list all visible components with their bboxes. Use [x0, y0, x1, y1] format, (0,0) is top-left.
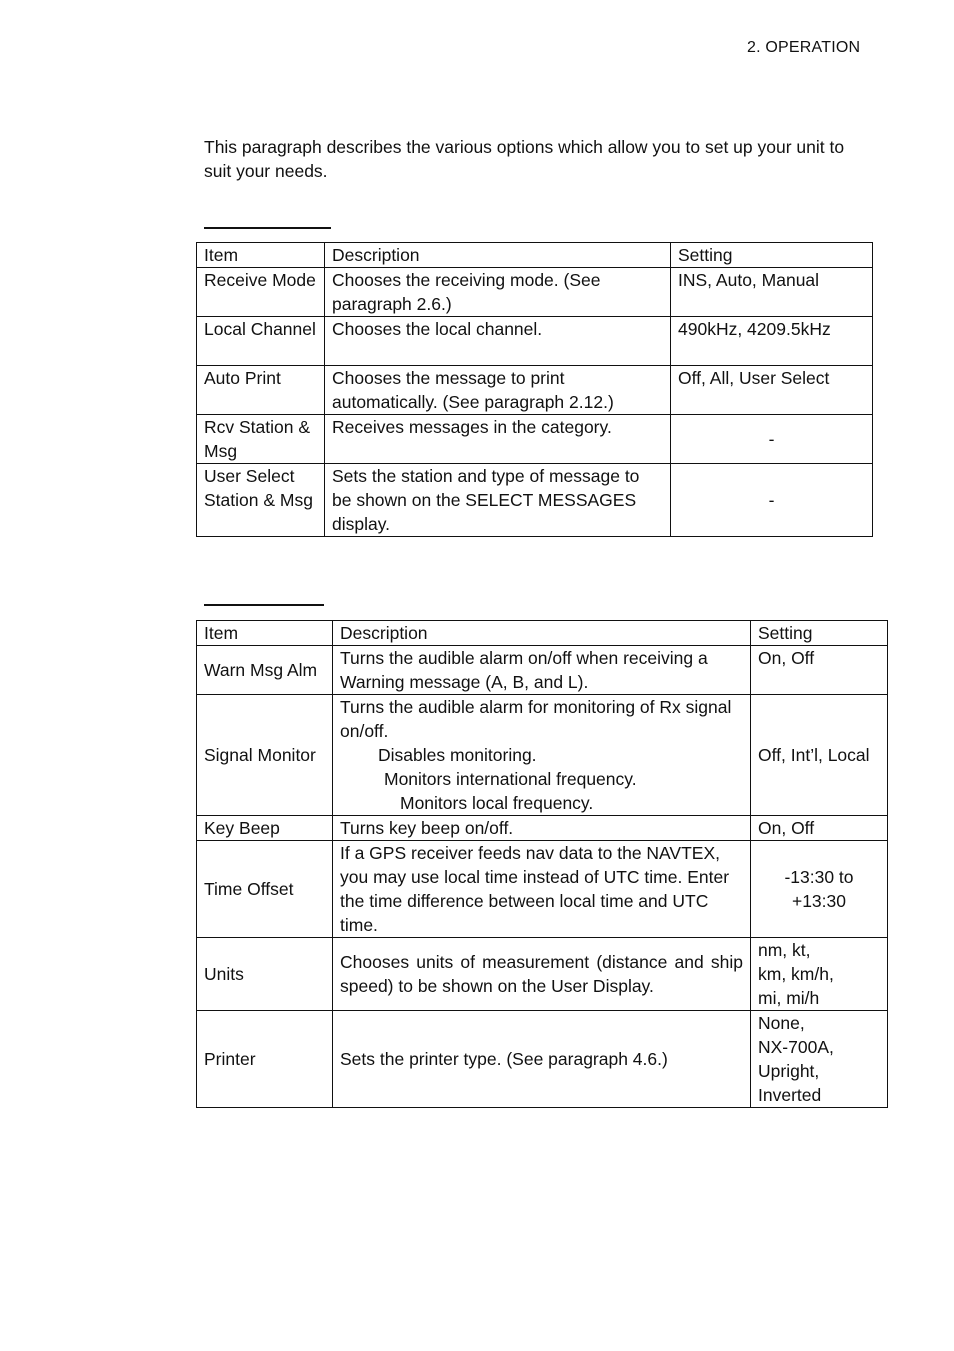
description-option-off: Disables monitoring. — [378, 745, 537, 765]
setting-line: NX-700A, — [758, 1037, 834, 1057]
setting-line: None, — [758, 1013, 805, 1033]
table-header-row — [197, 243, 873, 268]
table-row — [197, 841, 888, 938]
cell-item: Auto Print — [197, 366, 325, 415]
cell-setting: 490kHz, 4209.5kHz — [671, 317, 873, 366]
table-row — [197, 366, 873, 415]
cell-setting: - — [671, 415, 873, 464]
cell-description: Chooses the receiving mode. (See paragraph 2.6.) — [325, 268, 671, 317]
setup-table-2 — [196, 620, 888, 1108]
description-main: Turns the audible alarm for monitoring of Rx signal on/off. — [340, 697, 732, 741]
cell-description: Sets the station and type of message to be shown on the SELECT MESSAGES display. — [325, 464, 671, 537]
cell-description: Receives messages in the category. — [325, 415, 671, 464]
header-setting: Setting — [671, 243, 873, 268]
intro-paragraph: This paragraph describes the various options which allow you to set up your unit to suit your needs. — [204, 137, 845, 181]
header-setting: Setting — [751, 621, 888, 646]
header-item: Item — [197, 621, 333, 646]
cell-item: Warn Msg Alm — [197, 646, 333, 695]
description-option-intl: Monitors international frequency. — [384, 769, 637, 789]
setting-line: -13:30 to — [784, 867, 854, 887]
section-heading-rule-2 — [204, 604, 324, 606]
setting-line: km, km/h, — [758, 964, 834, 984]
table-row — [197, 695, 888, 816]
cell-item: Printer — [197, 1011, 333, 1108]
table-row — [197, 1011, 888, 1108]
header-description: Description — [325, 243, 671, 268]
cell-description: Turns key beep on/off. — [333, 816, 751, 841]
section-heading-rule-1 — [204, 227, 331, 229]
cell-setting — [751, 938, 888, 1011]
cell-item: Units — [197, 938, 333, 1011]
cell-item: Receive Mode — [197, 268, 325, 317]
cell-setting: INS, Auto, Manual — [671, 268, 873, 317]
cell-item: Local Channel — [197, 317, 325, 366]
table-row — [197, 268, 873, 317]
cell-setting: On, Off — [751, 646, 888, 695]
cell-item: Key Beep — [197, 816, 333, 841]
table-row — [197, 646, 888, 695]
cell-description: Chooses units of measurement (distance and ship speed) to be shown on the User Display. — [333, 938, 751, 1011]
cell-description: Chooses the local channel. — [325, 317, 671, 366]
cell-item: User Select Station & Msg — [197, 464, 325, 537]
header-item: Item — [197, 243, 325, 268]
table-header-row — [197, 621, 888, 646]
setting-line: Inverted — [758, 1085, 822, 1105]
cell-setting — [751, 841, 888, 938]
setting-line: Upright, — [758, 1061, 820, 1081]
header-description: Description — [333, 621, 751, 646]
cell-item: Time Offset — [197, 841, 333, 938]
cell-description — [333, 695, 751, 816]
cell-description: Turns the audible alarm on/off when receiving a Warning message (A, B, and L). — [333, 646, 751, 695]
cell-setting: - — [671, 464, 873, 537]
cell-item: Rcv Station & Msg — [197, 415, 325, 464]
table-row — [197, 415, 873, 464]
setting-line: +13:30 — [791, 891, 846, 911]
setting-line: nm, kt, — [758, 940, 811, 960]
description-option-local: Monitors local frequency. — [400, 793, 594, 813]
setting-line: mi, mi/h — [758, 988, 820, 1008]
table-row — [197, 816, 888, 841]
cell-setting — [751, 1011, 888, 1108]
table-row — [197, 317, 873, 366]
setup-table-1 — [196, 242, 873, 537]
cell-setting: Off, All, User Select — [671, 366, 873, 415]
table-row — [197, 464, 873, 537]
cell-setting: On, Off — [751, 816, 888, 841]
cell-setting: Off, Int’l, Local — [751, 695, 888, 816]
cell-description: Sets the printer type. (See paragraph 4.6.) — [333, 1011, 751, 1108]
cell-item: Signal Monitor — [197, 695, 333, 816]
cell-description: If a GPS receiver feeds nav data to the NAVTEX, you may use local time instead of UTC time. Enter the time difference between local time and UTC time. — [333, 841, 751, 938]
chapter-header: 2. OPERATION — [747, 39, 861, 56]
cell-description: Chooses the message to print automatically. (See paragraph 2.12.) — [325, 366, 671, 415]
table-row — [197, 938, 888, 1011]
